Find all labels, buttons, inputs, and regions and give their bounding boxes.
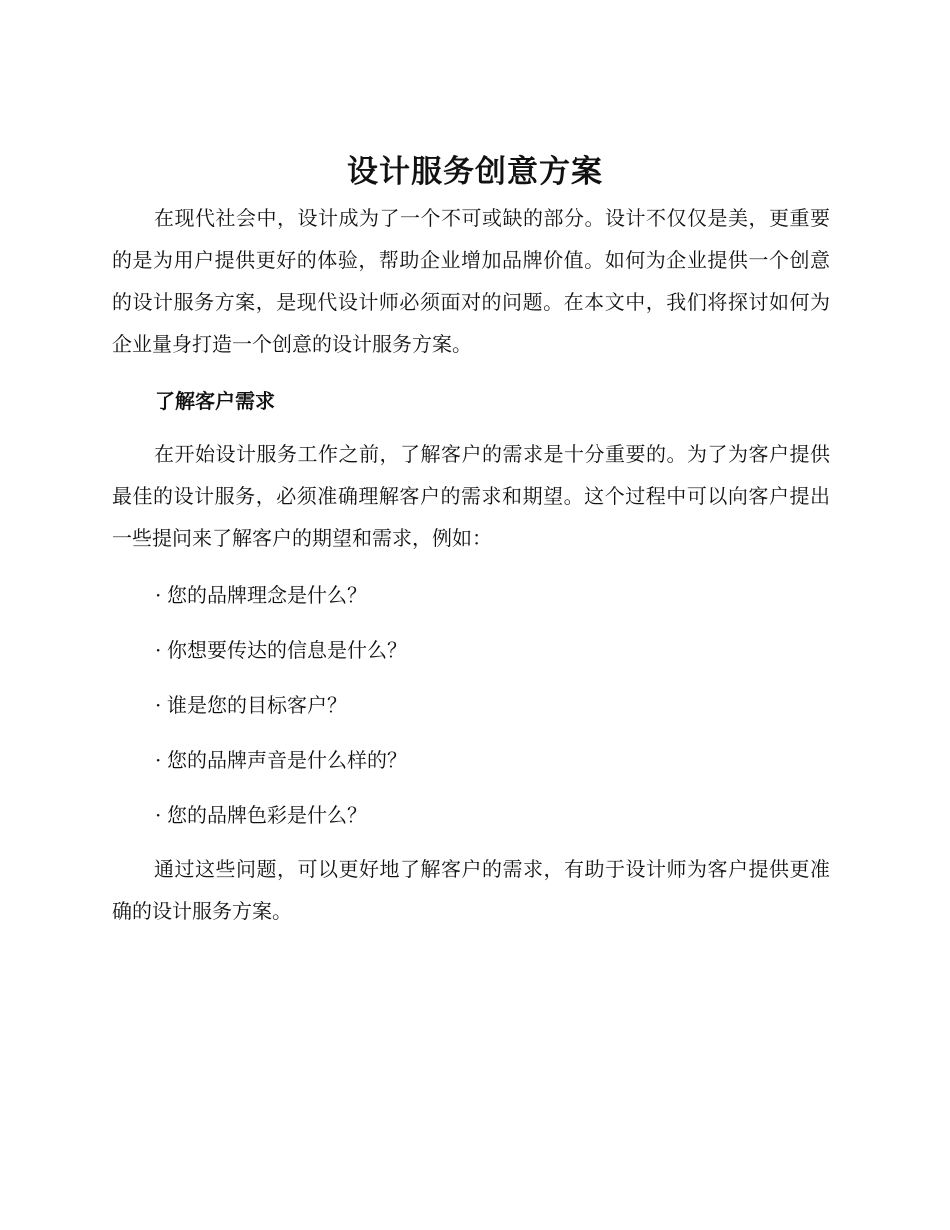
list-item [155, 580, 367, 610]
bullet-marker: · [155, 803, 162, 827]
list-item [155, 800, 367, 830]
intro-paragraph: 在现代社会中，设计成为了一个不可或缺的部分。设计不仅仅是美，更重要的是为用户提供更好的体验，帮助企业增加品牌价值。如何为企业提供一个创意的设计服务方案，是现代设计师必须面对的问题。在本文中，我们将探讨如何为企业量身打造一个创意的设计服务方案。 [112, 206, 830, 356]
bullet-marker: · [155, 638, 162, 662]
list-item-text: 您的品牌理念是什么？ [167, 583, 367, 607]
list-item-text: 您的品牌声音是什么样的？ [167, 748, 407, 772]
list-item-text: 你想要传达的信息是什么？ [167, 638, 407, 662]
bullet-marker: · [155, 693, 162, 717]
section-heading: 了解客户需求 [155, 389, 275, 413]
list-item [155, 635, 407, 665]
list-item-text: 您的品牌色彩是什么？ [167, 803, 367, 827]
section-body-paragraph: 在开始设计服务工作之前，了解客户的需求是十分重要的。为了为客户提供最佳的设计服务，必须准确理解客户的需求和期望。这个过程中可以向客户提出一些提问来了解客户的期望和需求，例如： [112, 442, 830, 550]
document-title: 设计服务创意方案 [347, 154, 603, 190]
list-item [155, 745, 407, 775]
bullet-marker: · [155, 748, 162, 772]
list-item-text: 谁是您的目标客户？ [167, 693, 347, 717]
bullet-marker: · [155, 583, 162, 607]
list-item [155, 690, 347, 720]
conclusion-paragraph: 通过这些问题，可以更好地了解客户的需求，有助于设计师为客户提供更准确的设计服务方案。 [112, 857, 830, 923]
